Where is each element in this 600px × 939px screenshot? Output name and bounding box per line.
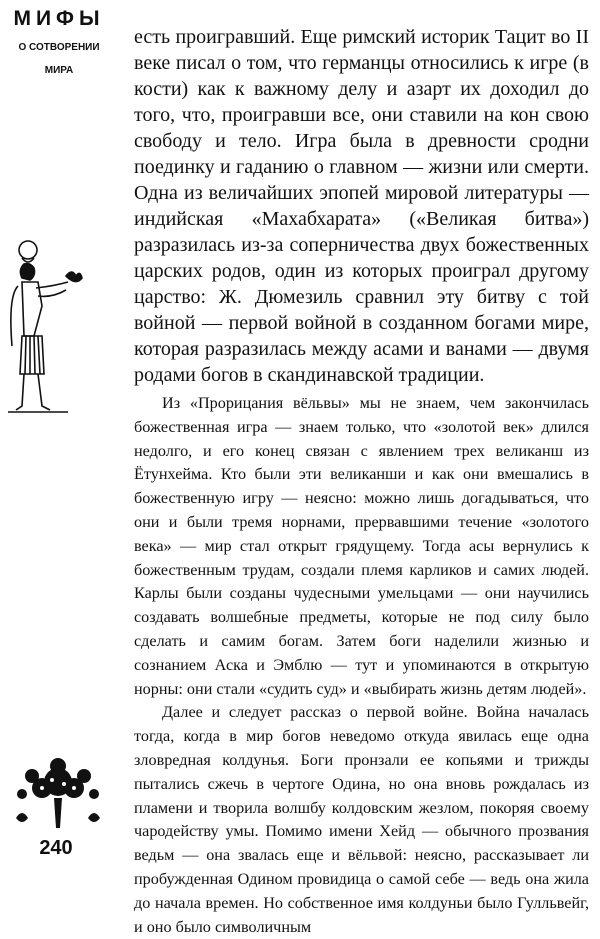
paragraph-2: Далее и следует рассказ о первой войне. Война началась тогда, когда в мир богов неведомо откуда явилась еще одна зловредная колдунья. Боги пронзали ее копьями и трижды пытались сжечь в чертоге Одина, но она вновь рождалась из пламени и творила волшбу колдовским жезлом, покоряя своему чародейству умы. Помимо имени Хейд — обычного прозвания ведьм — она звалась еще и вёльвой: неясно, рассказывает ли пробужденная Одином провидица о самой себе — ведь она жила до начала времен. Но собственное имя колдуньи было Гулльвейг, и оно было символичным	[134, 703, 589, 936]
egyptian-god-illustration	[8, 236, 88, 416]
main-text-large	[134, 24, 589, 388]
running-head-subtitle-2: МИРА	[44, 65, 74, 76]
running-head-subtitle: О СОТВОРЕНИИ	[18, 42, 100, 53]
main-text-small	[134, 392, 589, 939]
page-number: 240	[39, 837, 73, 859]
running-head	[6, 8, 112, 78]
paragraph-1: Из «Прорицания вёльвы» мы не знаем, чем закончилась божественная игра — знаем только, что «золотой век» длился недолго, и его конец связан с явлением трех великанш из Ётунхейма. Кто были эти великанши и как они вмешались в божественную игру — неясно: можно лишь догадываться, что они и были тремя норнами, прервавшими течение «золотого века» — мир стал открыт грядущему. Тогда асы вернулись к божественным трудам, создали племя карликов и самих людей. Карлы были созданы чудесными умельцами — они научились создавать волшебные предметы, которые не под силу было сделать и самим богам. Затем боги наделили жизнью и сознанием Аска и Эмблю — тут и упоминаются в открытую норны: они стали «судить суд» и «выбирать жизнь детям людей».	[134, 394, 589, 698]
running-head-title: МИФЫ	[13, 7, 105, 30]
paragraph-intro: есть проигравший. Еще римский историк Тацит во II веке писал о том, что германцы относились к игре (в кости) как к важному делу и азарт их доходил до того, что, проигравши все, они ставили на кон свою свободу и тело. Игра была в древности сродни поединку и гаданию о главном — жизни или смерти. Одна из величайших эпопей мировой литературы — индийская «Махабхарата» («Великая битва») разразилась из-за соперничества двух божественных царских родов, один из которых проиграл другому царство: Ж. Дюмезиль сравнил эту битву с той войной — первой войной в созданном богами мире, которая разразилась между асами и ванами — двумя родами богов в скандинавской традиции.	[134, 26, 589, 386]
tree-ornament-illustration	[8, 758, 108, 828]
